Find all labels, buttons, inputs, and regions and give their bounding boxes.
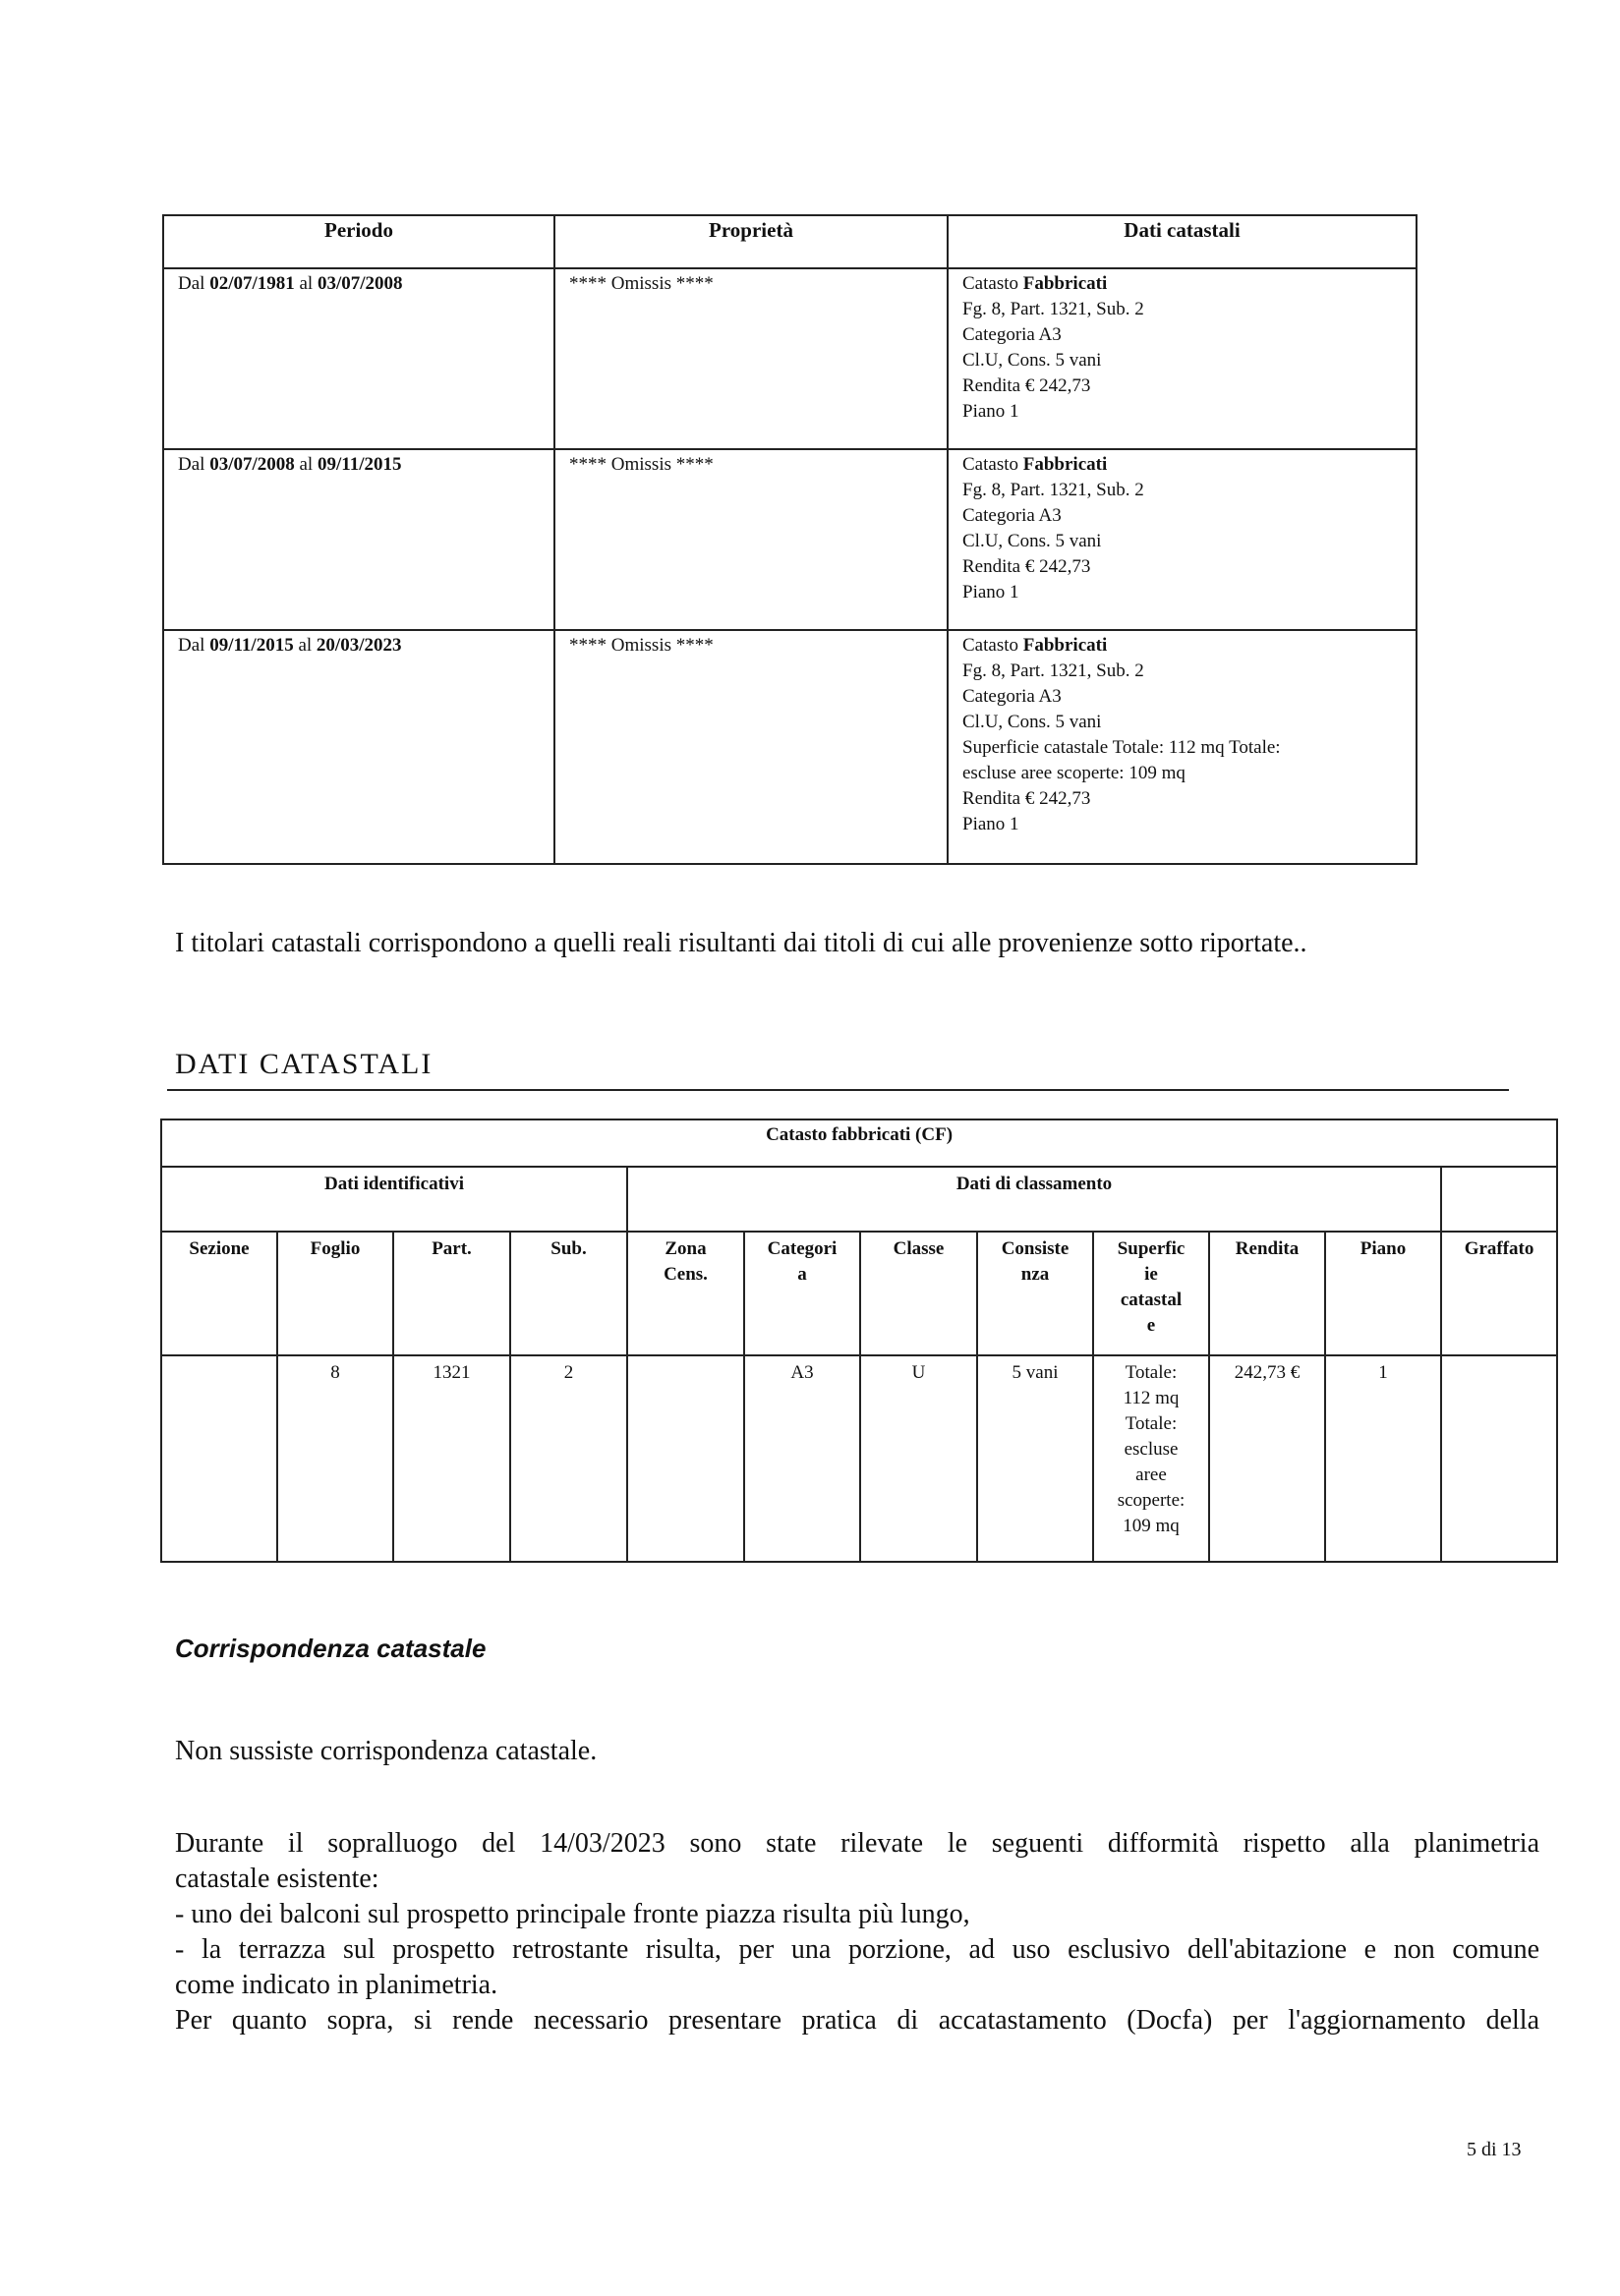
paragraph-line: catastale esistente: bbox=[175, 1864, 379, 1894]
cell-part: 1321 bbox=[393, 1355, 510, 1562]
cell-foglio: 8 bbox=[277, 1355, 393, 1562]
owner-cell: **** Omissis **** bbox=[554, 268, 948, 449]
column-header-row bbox=[161, 1232, 1557, 1355]
period-cell: Dal 09/11/2015 al 20/03/2023 bbox=[163, 630, 554, 864]
cadastral-data-cell: Catasto Fabbricati Fg. 8, Part. 1321, Sub. 2 Categoria A3 Cl.U, Cons. 5 vani Rendita € 242,73 Piano 1 bbox=[948, 449, 1417, 630]
column-header-proprieta: Proprietà bbox=[554, 215, 948, 268]
group-header-empty bbox=[1441, 1167, 1557, 1232]
column-header-periodo: Periodo bbox=[163, 215, 554, 268]
column-header-part: Part. bbox=[393, 1232, 510, 1355]
column-header-classe: Classe bbox=[860, 1232, 977, 1355]
column-header-sezione: Sezione bbox=[161, 1232, 277, 1355]
cell-zona-cens bbox=[627, 1355, 744, 1562]
paragraph-line: Per quanto sopra, si rende necessario presentare pratica di accatastamento (Docfa) per l'aggiornamento della bbox=[175, 2005, 1539, 2036]
paragraph-line: - la terrazza sul prospetto retrostante risulta, per una porzione, ad uso esclusivo dell'abitazione e non comune bbox=[175, 1934, 1539, 1965]
cell-categoria: A3 bbox=[744, 1355, 860, 1562]
cadastral-data-table bbox=[160, 1119, 1558, 1563]
section-title: DATI CATASTALI bbox=[175, 1048, 434, 1080]
column-header-dati-catastali: Dati catastali bbox=[948, 215, 1417, 268]
column-header-graffato: Graffato bbox=[1441, 1232, 1557, 1355]
column-header-rendita: Rendita bbox=[1209, 1232, 1325, 1355]
ownership-history-table bbox=[162, 214, 1418, 865]
group-header-row bbox=[161, 1167, 1557, 1232]
cell-sezione bbox=[161, 1355, 277, 1562]
column-header-categoria: Categori a bbox=[744, 1232, 860, 1355]
column-header-zona-cens: Zona Cens. bbox=[627, 1232, 744, 1355]
cell-classe: U bbox=[860, 1355, 977, 1562]
table-header-row bbox=[163, 215, 1417, 268]
column-header-superficie: Superfic ie catastal e bbox=[1093, 1232, 1209, 1355]
cell-rendita: 242,73 € bbox=[1209, 1355, 1325, 1562]
column-header-sub: Sub. bbox=[510, 1232, 627, 1355]
owners-note: I titolari catastali corrispondono a quelli reali risultanti dai titoli di cui alle provenienze sotto riportate.. bbox=[175, 928, 1307, 958]
group-header-classamento: Dati di classamento bbox=[627, 1167, 1441, 1232]
cadastral-data-cell: Catasto Fabbricati Fg. 8, Part. 1321, Sub. 2 Categoria A3 Cl.U, Cons. 5 vani Superficie catastale Totale: 112 mq Totale: escluse aree scoperte: 109 mq Rendita € 242,73 Piano 1 bbox=[948, 630, 1417, 864]
column-header-foglio: Foglio bbox=[277, 1232, 393, 1355]
period-cell: Dal 03/07/2008 al 09/11/2015 bbox=[163, 449, 554, 630]
table-title: Catasto fabbricati (CF) bbox=[161, 1119, 1557, 1167]
page-number: 5 di 13 bbox=[1467, 2139, 1522, 2160]
non-correspondence-text: Non sussiste corrispondenza catastale. bbox=[175, 1736, 598, 1766]
cell-consistenza: 5 vani bbox=[977, 1355, 1093, 1562]
table-row bbox=[161, 1355, 1557, 1562]
period-cell: Dal 02/07/1981 al 03/07/2008 bbox=[163, 268, 554, 449]
subheading-corrispondenza: Corrispondenza catastale bbox=[175, 1634, 487, 1663]
paragraph-line: - uno dei balconi sul prospetto principale fronte piazza risulta più lungo, bbox=[175, 1899, 970, 1929]
table-title-row bbox=[161, 1119, 1557, 1167]
paragraph-line: come indicato in planimetria. bbox=[175, 1970, 498, 2000]
section-divider bbox=[167, 1089, 1509, 1091]
group-header-identificativi: Dati identificativi bbox=[161, 1167, 627, 1232]
paragraph-line: Durante il sopralluogo del 14/03/2023 sono state rilevate le seguenti difformità rispetto alla planimetria bbox=[175, 1828, 1539, 1859]
discrepancies-paragraph bbox=[175, 1826, 1539, 2038]
cell-piano: 1 bbox=[1325, 1355, 1441, 1562]
column-header-consistenza: Consiste nza bbox=[977, 1232, 1093, 1355]
cadastral-data-cell: Catasto Fabbricati Fg. 8, Part. 1321, Sub. 2 Categoria A3 Cl.U, Cons. 5 vani Rendita € 242,73 Piano 1 bbox=[948, 268, 1417, 449]
table-row bbox=[163, 630, 1417, 864]
owner-cell: **** Omissis **** bbox=[554, 630, 948, 864]
table-row bbox=[163, 449, 1417, 630]
table-row bbox=[163, 268, 1417, 449]
cell-sub: 2 bbox=[510, 1355, 627, 1562]
owner-cell: **** Omissis **** bbox=[554, 449, 948, 630]
cell-superficie: Totale: 112 mq Totale: escluse aree scoperte: 109 mq bbox=[1093, 1355, 1209, 1562]
cell-graffato bbox=[1441, 1355, 1557, 1562]
column-header-piano: Piano bbox=[1325, 1232, 1441, 1355]
